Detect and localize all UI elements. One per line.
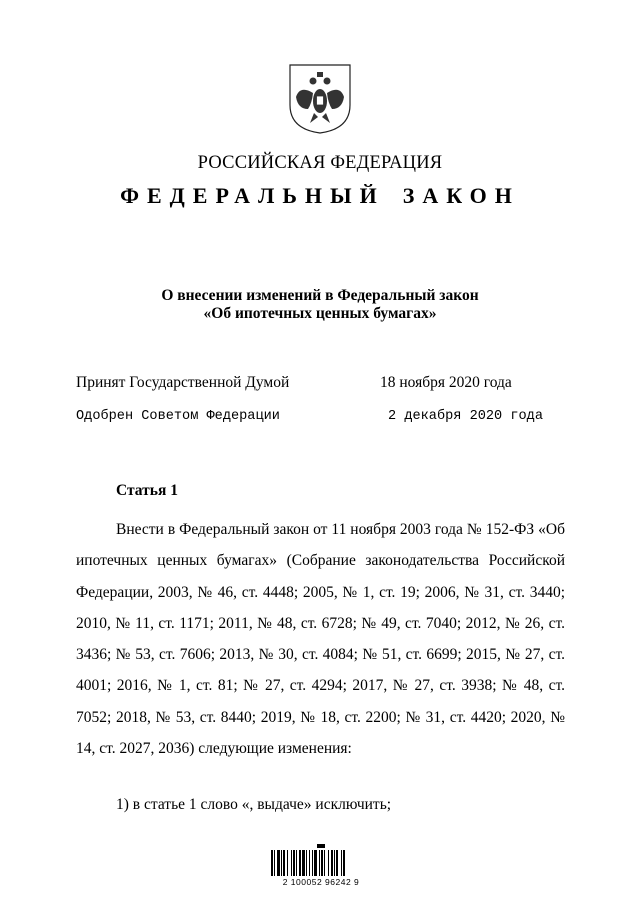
coat-of-arms-emblem-icon <box>288 63 352 135</box>
country-name: РОССИЙСКАЯ ФЕДЕРАЦИЯ <box>197 153 443 173</box>
duma-adoption-date: 18 ноября 2020 года <box>380 374 512 391</box>
document-type-word-1: ФЕДЕРАЛЬНЫЙ <box>120 183 385 208</box>
article-item-1: 1) в статье 1 слово «, выдаче» исключить; <box>116 796 392 813</box>
article-heading: Статья 1 <box>116 482 178 499</box>
council-approval-date: 2 декабря 2020 года <box>388 409 543 424</box>
law-title-line-2: «Об ипотечных ценных бумагах» <box>203 305 437 322</box>
barcode-icon <box>269 844 373 880</box>
document-type <box>0 183 640 209</box>
law-title <box>0 287 640 323</box>
council-approval-label: Одобрен Советом Федерации <box>76 409 280 424</box>
law-title-line-1: О внесении изменений в Федеральный закон <box>161 287 479 304</box>
duma-adoption-label: Принят Государственной Думой <box>76 374 290 391</box>
barcode-number: 2 100052 96242 9 <box>282 877 360 887</box>
document-type-word-2: ЗАКОН <box>402 183 520 208</box>
article-paragraph: Внести в Федеральный закон от 11 ноября 2003 года № 152-ФЗ «Об ипотечных ценных бумагах» (Собрание законодательства Российской Федерации, 2003, № 46, ст. 4448; 2005, № 1, ст. 19; 2006, № 31, ст. 3440; 2010, № 11, ст. 1171; 2011, № 48, ст. 6728; № 49, ст. 7040; 2012, № 26, ст. 3436; № 53, ст. 7606; 2013, № 30, ст. 4084; № 51, ст. 6699; 2015, № 27, ст. 4001; 2016, № 1, ст. 81; № 27, ст. 4294; 2017, № 27, ст. 3938; № 48, ст. 7052; 2018, № 53, ст. 8440; 2019, № 18, ст. 2200; № 31, ст. 4420; 2020, № 14, ст. 2027, 2036) следующие изменения: <box>76 521 565 758</box>
